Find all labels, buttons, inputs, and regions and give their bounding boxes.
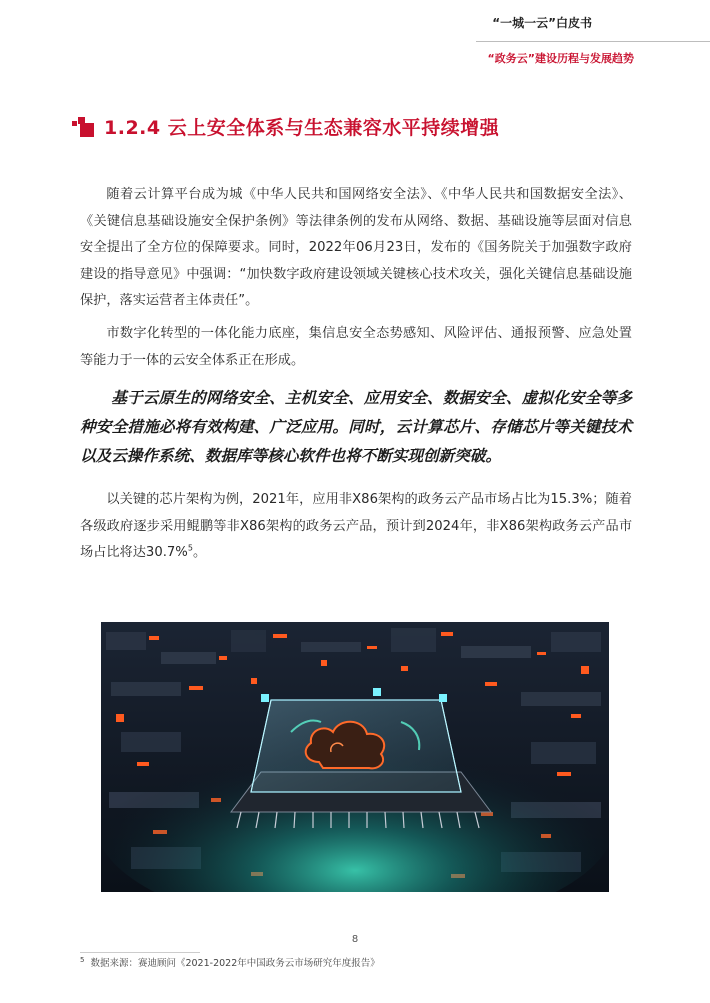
section-heading bbox=[72, 113, 499, 140]
footnote-reference[interactable]: 5 bbox=[187, 543, 193, 553]
paragraph-3-end: 。 bbox=[192, 545, 207, 560]
body-paragraph-1: 随着云计算平台成为城《中华人民共和国网络安全法》、《中华人民共和国数据安全法》、《关键信息基础设施安全保护条例》等法律条例的发布从网络、数据、基础设施等层面对信息安全提出了全方位的保障要求。同时，2022年06月23日，发布的《国务院关于加强数字政府建设的指导意见》中强调：“加快数字政府建设领域关键核心技术攻关，强化关键信息基础设施保护，落实运营者主体责任”。 bbox=[80, 187, 632, 308]
paragraph-3-text: 以关键的芯片架构为例，2021年，应用非X86架构的政务云产品市场占比为15.3%；随着各级政府逐步采用鲲鹏等非X86架构的政务云产品，预计到2024年，非X86架构政务云产品市场占比将达30.7% bbox=[80, 492, 632, 560]
section-heading-text: 1.2.4 云上安全体系与生态兼容水平持续增强 bbox=[104, 117, 500, 139]
footnote-rule bbox=[80, 952, 200, 953]
header-title: “一城一云”白皮书 bbox=[492, 16, 592, 30]
header-subtitle: “政务云”建设历程与发展趋势 bbox=[487, 52, 634, 65]
section-marker-icon bbox=[72, 117, 96, 137]
header-rule bbox=[476, 41, 710, 42]
footnote bbox=[80, 955, 380, 969]
body-paragraph-3 bbox=[80, 487, 632, 567]
emphasis-paragraph: 基于云原生的网络安全、主机安全、应用安全、数据安全、虚拟化安全等多种安全措施必将有效构建、广泛应用。同时，云计算芯片、存储芯片等关键技术以及云操作系统、数据库等核心软件也将不断实现创新突破。 bbox=[80, 389, 632, 465]
cloud-chip-illustration bbox=[101, 622, 609, 892]
footnote-text: 数据来源：赛迪顾问《2021-2022年中国政务云市场研究年度报告》 bbox=[90, 958, 380, 969]
page-number: 8 bbox=[351, 934, 359, 945]
footnote-marker: 5 bbox=[80, 955, 85, 964]
body-paragraph-2: 市数字化转型的一体化能力底座，集信息安全态势感知、风险评估、通报预警、应急处置等能力于一体的云安全体系正在形成。 bbox=[80, 326, 632, 368]
